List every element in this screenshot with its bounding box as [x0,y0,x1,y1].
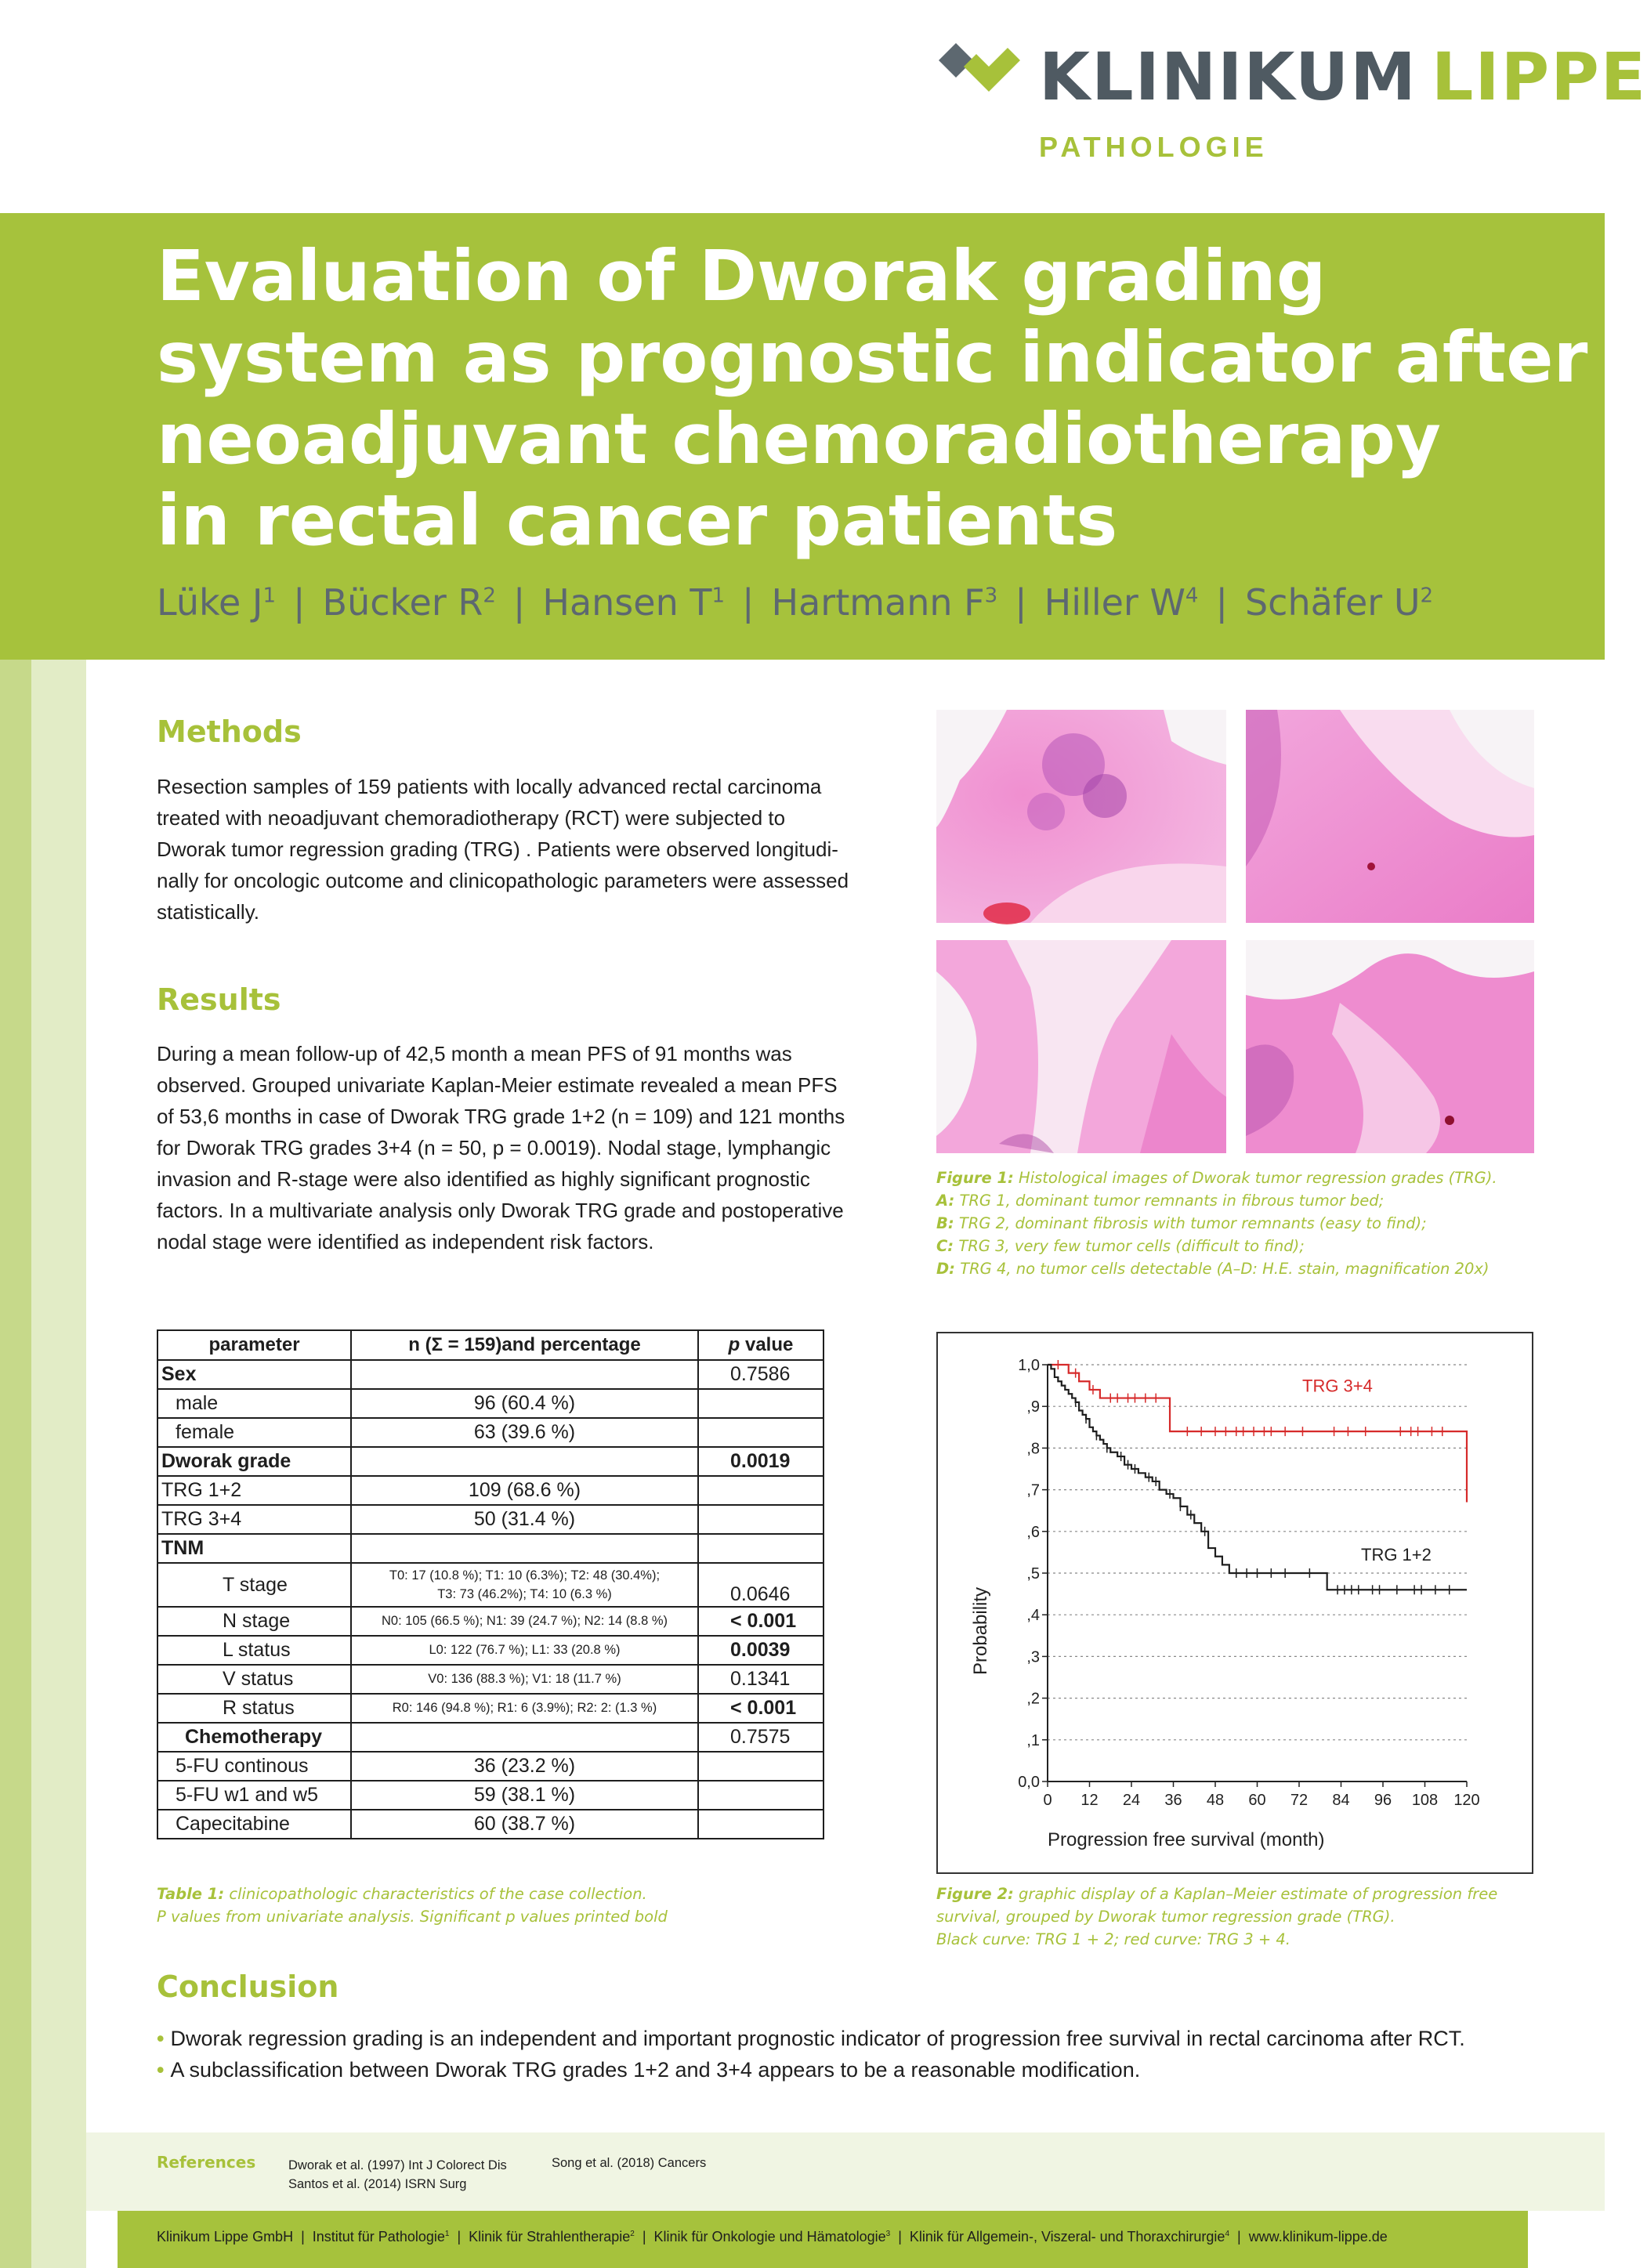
y-tick-label: ,6 [1026,1523,1040,1541]
conclusion-list [157,2023,1465,2085]
table-row [157,1389,824,1418]
table-row [157,1534,824,1563]
author-name: Lüke J [157,581,263,624]
author-affiliation: 1 [262,584,277,608]
value-line: T3: 73 (46.2%); T4: 10 (6.3 %) [437,1587,612,1601]
footer-item-text: Klinik für Strahlentherapie [469,2229,631,2244]
bullet-text: A subclassification between Dworak TRG grades 1+2 and 3+4 appears to be a reasonable modification. [170,2058,1141,2082]
p-value-cell: 0.0019 [698,1447,824,1476]
characteristics-table [157,1329,824,1839]
table-header: n (Σ = 159)and percentage [351,1330,698,1360]
value-cell [351,1563,698,1607]
figure2-caption: Figure 2: graphic display of a Kaplan–Meier estimate of progression free survival, grouped by Dworak tumor regression grade (TRG). Black curve: TRG 1 + 2; red curve: TRG 3 + 4. [936,1885,1498,1948]
series-label: TRG 1+2 [1361,1545,1432,1565]
value-cell [351,1418,698,1447]
param-cell: Chemotherapy [157,1723,351,1752]
table-header: p value [698,1330,824,1360]
param-cell: T stage [157,1563,351,1607]
p-value-cell [698,1752,824,1781]
figure1-caption-item [936,1189,1497,1212]
table-row [157,1723,824,1752]
bullet-icon: • [157,2058,165,2082]
param-cell: V status [157,1665,351,1694]
value-cell [351,1665,698,1694]
histology-image-a [936,710,1226,923]
text-line: Dworak tumor regression grading (TRG) . Patients were observed longitudi- [157,837,838,861]
text-line: of 53,6 months in case of Dworak TRG grade 1+2 (n = 109) and 121 months [157,1105,845,1128]
value-cell [351,1781,698,1810]
logo-wordmark: KLINIKUM LIPPE [1039,38,1647,115]
value-text: 50 (31.4 %) [473,1508,576,1530]
p-value-cell [698,1418,824,1447]
y-tick-label: ,1 [1026,1731,1040,1749]
table-row [157,1360,824,1389]
footer-item-sup: 2 [630,2230,635,2238]
author-name: Hiller W [1044,581,1185,624]
table1-caption: Table 1: clinicopathologic characteristics of the case collection. P values from univariate analysis. Significant p values printed bold [157,1885,668,1926]
table-row [157,1563,824,1607]
conclusion-bullet [157,2054,1465,2085]
caption-key: A: [936,1192,955,1210]
histology-image-d [1246,940,1534,1153]
author-name: Bücker R [322,581,483,624]
author-affiliation: 3 [984,584,998,608]
p-value-cell [698,1505,824,1534]
x-tick-label: 96 [1374,1792,1392,1809]
author-separator: | [742,581,755,624]
text-line: treated with neoadjuvant chemoradiotherapy (RCT) were subjected to [157,806,786,830]
author [1245,581,1433,624]
x-tick-label: 24 [1122,1792,1141,1809]
param-cell: Dworak grade [157,1447,351,1476]
value-cell [351,1447,698,1476]
y-tick-label: ,5 [1026,1565,1040,1583]
footer-item [1249,2229,1388,2244]
footer-separator: | [898,2229,902,2244]
param-cell: L status [157,1636,351,1665]
param-cell: Sex [157,1360,351,1389]
caption-text: TRG 4, no tumor cells detectable (A–D: H.E. stain, magnification 20x) [960,1260,1490,1278]
table-row [157,1781,824,1810]
text-line: statistically. [157,900,259,924]
value-text: R0: 146 (94.8 %); R1: 6 (3.9%); R2: 2: (1.3 %) [392,1701,657,1715]
x-tick-label: 60 [1248,1792,1266,1809]
y-tick-label: ,9 [1026,1398,1040,1416]
text-line: invasion and R-stage were also identified as highly significant prognostic [157,1167,810,1191]
results-text [157,1038,845,1257]
logo [932,38,1647,168]
param-cell: female [157,1418,351,1447]
text-line: nodal stage were identified as independent risk factors. [157,1230,654,1253]
x-tick-label: 108 [1411,1792,1439,1809]
value-text: 36 (23.2 %) [473,1755,576,1777]
conclusion-bullet [157,2023,1465,2054]
p-value-cell [698,1389,824,1418]
author-separator: | [1215,581,1228,624]
author-affiliation: 2 [1420,584,1434,608]
author [542,581,725,624]
value-line: T0: 17 (10.8 %); T1: 10 (6.3%); T2: 48 (30.4%); [389,1568,661,1583]
value-cell [351,1360,698,1389]
x-tick-label: 12 [1081,1792,1099,1809]
value-cell [351,1505,698,1534]
logo-subtitle: PATHOLOGIE [1039,131,1269,163]
author-affiliation: 2 [483,584,496,608]
table-row [157,1636,824,1665]
text-line: observed. Grouped univariate Kaplan-Meier estimate revealed a mean PFS [157,1073,838,1097]
x-tick-label: 0 [1043,1792,1052,1809]
value-cell [351,1534,698,1563]
param-cell: TRG 1+2 [157,1476,351,1505]
y-tick-label: 1,0 [1018,1357,1040,1374]
table-row [157,1607,824,1636]
y-tick-label: ,7 [1026,1481,1040,1499]
p-value-cell: < 0.001 [698,1607,824,1636]
param-cell: TRG 3+4 [157,1505,351,1534]
author-separator: | [512,581,526,624]
km-chart-svg [938,1333,1532,1872]
title-line: in rectal cancer patients [157,479,1118,561]
table-row [157,1810,824,1839]
p-value-cell: 0.0039 [698,1636,824,1665]
footer-item-sup: 4 [1225,2230,1229,2238]
title-line: system as prognostic indicator after [157,317,1588,398]
p-value-cell: 0.7575 [698,1723,824,1752]
table-row [157,1447,824,1476]
p-value-cell: 0.0646 [698,1563,824,1607]
footer-item-text: www.klinikum-lippe.de [1248,2229,1388,2244]
author-name: Schäfer U [1244,581,1421,624]
y-axis-label: Probability [970,1586,991,1675]
value-cell [351,1636,698,1665]
p-value-cell [698,1534,824,1563]
author-list [157,581,1567,624]
methods-heading: Methods [157,714,302,749]
table-row [157,1665,824,1694]
value-text: 63 (39.6 %) [473,1421,576,1443]
x-tick-label: 72 [1290,1792,1309,1809]
y-tick-label: ,4 [1026,1607,1040,1625]
results-heading: Results [157,982,281,1017]
footer-item-text: Institut für Pathologie [312,2229,445,2244]
references-label: References [157,2153,256,2172]
km-chart [936,1332,1533,1874]
p-value-cell: 0.1341 [698,1665,824,1694]
footer-text [157,2229,1388,2245]
value-cell [351,1723,698,1752]
poster-title [157,235,1588,561]
footer-item [157,2229,293,2244]
author-name: Hansen T [542,581,712,624]
author [323,581,496,624]
text-line: Resection samples of 159 patients with locally advanced rectal carcinoma [157,775,822,798]
p-value-cell: < 0.001 [698,1694,824,1723]
footer-item [313,2229,450,2244]
table-header: parameter [157,1330,351,1360]
figure1-caption-item [936,1212,1497,1235]
references-col1 [288,2156,507,2194]
value-text: V0: 136 (88.3 %); V1: 18 (11.7 %) [428,1672,621,1686]
figure1-caption: Figure 1: Histological images of Dworak tumor regression grades (TRG). A: TRG 1, dominant tumor remnants in fibrous tumor bed; B: TRG 2, dominant fibrosis with tumor remnants (easy to find); C: TRG 3, very few tumor cells (difficult to find); D: TRG 4, no tumor cells detectable (A–D: H.E. stain, magnification 20x) [936,1167,1497,1280]
param-cell: Capecitabine [157,1810,351,1839]
reference-item: Dworak et al. (1997) Int J Colorect Dis [288,2158,507,2172]
footer-item-text: Klinik für Onkologie und Hämatologie [653,2229,886,2244]
footer-item [910,2229,1229,2244]
footer-item [654,2229,891,2244]
methods-text [157,771,849,928]
caption-key: B: [936,1214,954,1232]
p-value-cell [698,1810,824,1839]
figure1-caption-item [936,1257,1497,1280]
author [1044,581,1199,624]
side-bar-dark [0,660,31,2268]
x-tick-label: 84 [1332,1792,1350,1809]
footer-separator: | [457,2229,462,2244]
value-text: 96 (60.4 %) [473,1392,576,1414]
value-cell [351,1752,698,1781]
footer-item-text: Klinikum Lippe GmbH [157,2229,294,2244]
param-cell: N stage [157,1607,351,1636]
title-line: Evaluation of Dworak grading [157,235,1327,317]
text-line: for Dworak TRG grades 3+4 (n = 50, p = 0.0019). Nodal stage, lymphangic [157,1136,831,1159]
author-separator: | [293,581,306,624]
caption-key: D: [936,1260,955,1278]
title-line: neoadjuvant chemoradiotherapy [157,398,1442,479]
y-tick-label: ,8 [1026,1440,1040,1458]
p-value-cell [698,1476,824,1505]
table-row [157,1505,824,1534]
footer-separator: | [301,2229,305,2244]
p-value-cell: 0.7586 [698,1360,824,1389]
param-cell: 5-FU continous [157,1752,351,1781]
table-row [157,1476,824,1505]
author-affiliation: 4 [1185,584,1199,608]
caption-text: TRG 3, very few tumor cells (difficult to find); [958,1237,1305,1255]
x-tick-label: 48 [1206,1792,1225,1809]
author [157,581,276,624]
p-value-cell [698,1781,824,1810]
footer-separator: | [1237,2229,1241,2244]
author-name: Hartmann F [771,581,985,624]
y-tick-label: ,3 [1026,1648,1040,1666]
table-row [157,1752,824,1781]
series-line [1048,1365,1467,1503]
side-bar-light [31,660,86,2268]
bullet-text: Dworak regression grading is an independent and important prognostic indicator of progression free survival in rectal carcinoma after RCT. [170,2027,1465,2050]
caption-text: TRG 2, dominant fibrosis with tumor remnants (easy to find); [958,1214,1427,1232]
footer-item-sup: 3 [885,2230,891,2238]
text-line: nally for oncologic outcome and clinicopathologic parameters were assessed [157,869,849,892]
text-line: During a mean follow-up of 42,5 month a mean PFS of 91 months was [157,1042,792,1065]
value-cell [351,1607,698,1636]
value-text: N0: 105 (66.5 %); N1: 39 (24.7 %); N2: 14 (8.8 %) [381,1614,668,1628]
value-cell [351,1389,698,1418]
table-row [157,1694,824,1723]
value-cell [351,1810,698,1839]
param-cell: TNM [157,1534,351,1563]
reference-item: Song et al. (2018) Cancers [552,2156,707,2170]
param-cell: male [157,1389,351,1418]
caption-text: TRG 1, dominant tumor remnants in fibrous tumor bed; [959,1192,1385,1210]
table-row [157,1418,824,1447]
histology-image-b [1246,710,1534,923]
author-affiliation: 1 [711,584,725,608]
x-tick-label: 120 [1453,1792,1480,1809]
bullet-icon: • [157,2027,165,2050]
value-text: 109 (68.6 %) [468,1479,581,1501]
author [772,581,998,624]
x-axis-label: Progression free survival (month) [1048,1829,1325,1850]
series-label: TRG 3+4 [1302,1376,1373,1396]
footer-item-sup: 1 [444,2230,450,2238]
y-tick-label: ,2 [1026,1690,1040,1708]
value-cell [351,1476,698,1505]
logo-mark-icon [932,43,1026,106]
table-header-row [157,1330,824,1360]
param-cell: 5-FU w1 and w5 [157,1781,351,1810]
value-text: 59 (38.1 %) [473,1784,576,1806]
figure1-caption-item [936,1235,1497,1257]
y-tick-label: 0,0 [1018,1774,1040,1791]
author-separator: | [1015,581,1027,624]
param-cell: R status [157,1694,351,1723]
histology-image-c [936,940,1226,1153]
value-cell [351,1694,698,1723]
x-tick-label: 36 [1164,1792,1182,1809]
caption-key: C: [936,1237,954,1255]
references-col2 [552,2156,706,2171]
footer-separator: | [642,2229,646,2244]
footer-item-text: Klinik für Allgemein-, Viszeral- und Thoraxchirurgie [909,2229,1225,2244]
conclusion-heading: Conclusion [157,1970,339,2004]
reference-item: Santos et al. (2014) ISRN Surg [288,2177,467,2191]
value-text: L0: 122 (76.7 %); L1: 33 (20.8 %) [429,1643,621,1657]
text-line: factors. In a multivariate analysis only Dworak TRG grade and postoperative [157,1199,844,1222]
footer-item [469,2229,635,2244]
value-text: 60 (38.7 %) [473,1813,576,1835]
